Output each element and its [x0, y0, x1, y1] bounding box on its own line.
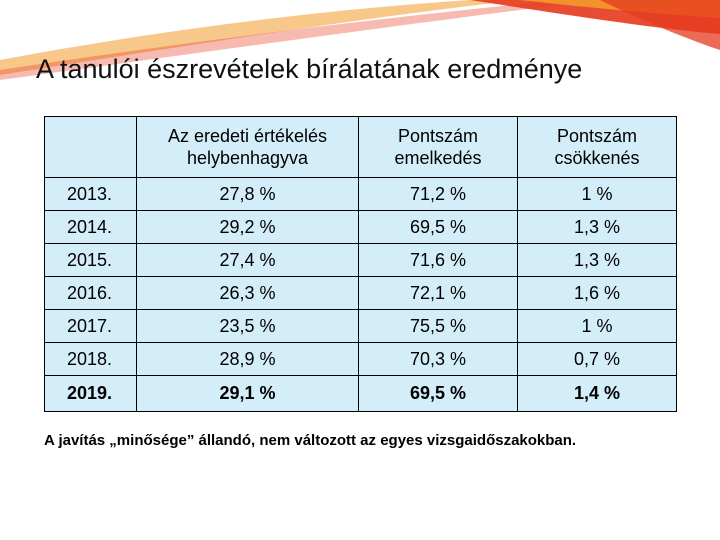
- original-kept-cell: 26,3 %: [137, 277, 359, 310]
- table-header-row: [45, 117, 677, 178]
- original-kept-cell: 29,1 %: [137, 376, 359, 412]
- original-kept-cell: 23,5 %: [137, 310, 359, 343]
- table-row: [45, 178, 677, 211]
- score-decrease-cell: 0,7 %: [518, 343, 677, 376]
- score-decrease-cell: 1,3 %: [518, 244, 677, 277]
- table-row: [45, 244, 677, 277]
- results-table: [44, 116, 677, 412]
- score-increase-cell: 69,5 %: [359, 376, 518, 412]
- footnote: A javítás „minősége” állandó, nem változott az egyes vizsgaidőszakokban.: [44, 432, 577, 449]
- score-increase-cell: 71,2 %: [359, 178, 518, 211]
- header-cell-score-decrease: Pontszám csökkenés: [518, 117, 677, 178]
- score-increase-cell: 71,6 %: [359, 244, 518, 277]
- header-cell-original-kept: Az eredeti értékelés helybenhagyva: [137, 117, 359, 178]
- score-increase-cell: 69,5 %: [359, 211, 518, 244]
- score-decrease-cell: 1,4 %: [518, 376, 677, 412]
- table-row: [45, 310, 677, 343]
- score-decrease-cell: 1 %: [518, 310, 677, 343]
- year-cell: 2017.: [45, 310, 137, 343]
- score-decrease-cell: 1 %: [518, 178, 677, 211]
- year-cell: 2013.: [45, 178, 137, 211]
- page-title: A tanulói észrevételek bírálatának eredménye: [36, 54, 583, 84]
- score-increase-cell: 75,5 %: [359, 310, 518, 343]
- score-decrease-cell: 1,6 %: [518, 277, 677, 310]
- score-increase-cell: 70,3 %: [359, 343, 518, 376]
- original-kept-cell: 27,8 %: [137, 178, 359, 211]
- year-cell: 2015.: [45, 244, 137, 277]
- header-cell-score-increase: Pontszám emelkedés: [359, 117, 518, 178]
- year-cell: 2016.: [45, 277, 137, 310]
- year-cell: 2018.: [45, 343, 137, 376]
- table-row: [45, 343, 677, 376]
- original-kept-cell: 29,2 %: [137, 211, 359, 244]
- score-decrease-cell: 1,3 %: [518, 211, 677, 244]
- year-cell: 2014.: [45, 211, 137, 244]
- table-row: [45, 376, 677, 412]
- table-row: [45, 211, 677, 244]
- score-increase-cell: 72,1 %: [359, 277, 518, 310]
- original-kept-cell: 27,4 %: [137, 244, 359, 277]
- year-cell: 2019.: [45, 376, 137, 412]
- table-row: [45, 277, 677, 310]
- original-kept-cell: 28,9 %: [137, 343, 359, 376]
- header-cell-empty: [45, 117, 137, 178]
